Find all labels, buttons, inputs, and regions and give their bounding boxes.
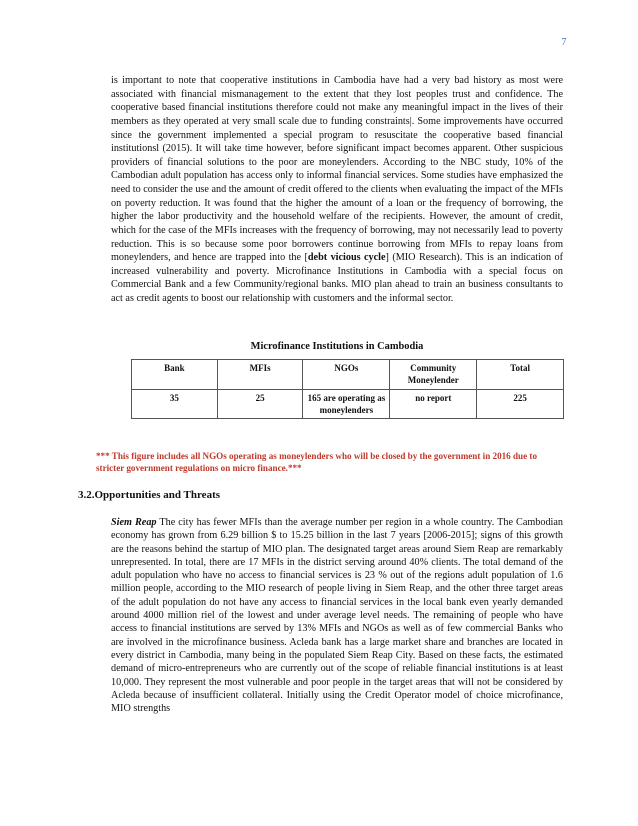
section-heading: 3.2.Opportunities and Threats [78,489,221,501]
paragraph-text: The city has fewer MFIs than the average number per region in a whole country. The Cambodian economy has grown from 6.29 billion $ to 15.25 billion in the last 7 years [2006-2015]; signs of this growth are the reasons behind the startup of MIO plan. The designated target areas around Siem Reap are remarkably unrepresented. In total, there are 17 MFIs in the district serving around 40% clients. The total demand of the adult population who have no access to financial services is 23 % out of the regions adult population of 1.6 million people, according to the MIO research of people living in Siem Reap, and the other three target areas of the adult population do not have any access to financial services in the local bank even yearly demanded around 4000 million riel of the lowest and under average level needs. The remaining of people who have access to financial institutions are served by 13% MFIs and NGOs as well as of few commercial Banks who are involved in the microfinance business. Acleda bank has a large market share and branches are located in every district in Cambodia, many being in the populated Siem Reap City. Based on these facts, the estimated demand of micro-entrepreneurs who are currently out of the scope of reliable financial institutions is at least 10,000. They represent the most vulnerable and poor people in the target areas that will not be considered by Acleda because of insufficient collateral. Initially using the Credit Operator model of choice microfinance, MIO strengths [111,517,563,715]
paragraph-text-continued: ] (MIO Research). This is an indication of increased vulnerability and poverty. Microfinance Institutions in Cambodia with a special focus on Commercial Bank and a few Community/regional banks. MIO plan ahead to train an business consultants to act as credit agents to boost our relationship with customers and the informal sector. [111,252,563,304]
bold-term: debt vicious cycle [307,252,386,264]
table-header-cell: Community Moneylender [390,360,477,390]
table-cell: 25 [217,390,303,419]
table-header-cell: NGOs [303,360,390,390]
paragraph-text: is important to note that cooperative institutions in Cambodia have had a very bad history as most were associated with financial mismanagement to the extent that they lost peoples trust and confidence. The cooperative based financial institutions therefore could not make any meaningful impact in the lives of their members as they operated at very small scale due to funding constraints|. Some improvements have occurred since the government implemented a special program to resuscitate the cooperative based financial institutionsl (2015). It will take time however, before significant impact becomes apparent. Other suspicious providers of financial solutions to the poor are moneylenders. According to the NBC study, 10% of the Cambodian adult population has access only to informal financial services. Some studies have emphasized the need to consider the use and the amount of credit offered to the clients when evaluating the impact of the MFIs on poverty reduction. It was found that the higher the amount of a loan or the frequency of borrowing, the higher the labor productivity and the household welfare of the recipients. However, the amount of credit, which for the case of the MFIs increases with the frequency of borrowing, may not necessarily lead to poverty reduction. This is so because some poor borrowers continue borrowing from MFIs to repay loans from moneylenders, and hence are trapped into the [ [111,75,563,264]
table-cell: 165 are operating as moneylenders [303,390,390,419]
ngo-footnote: *** This figure includes all NGOs operating as moneylenders who will be closed by the government in 2016 due to stricter government regulations on micro finance.*** [96,451,537,474]
table-title: Microfinance Institutions in Cambodia [250,341,424,352]
table-header-cell: Total [477,360,564,390]
table-header-cell: Bank [132,360,218,390]
paragraph-lead: Siem Reap [111,517,157,528]
table-cell: 225 [477,390,564,419]
page-number: 7 [561,37,567,48]
table-cell: 35 [132,390,218,419]
table-cell: no report [390,390,477,419]
table-row [132,390,564,419]
table-header-cell: MFIs [217,360,303,390]
mfi-table [131,359,564,419]
body-paragraph-cooperatives [111,74,563,306]
table-header-row [132,360,564,390]
body-paragraph-siem-reap [111,516,563,715]
